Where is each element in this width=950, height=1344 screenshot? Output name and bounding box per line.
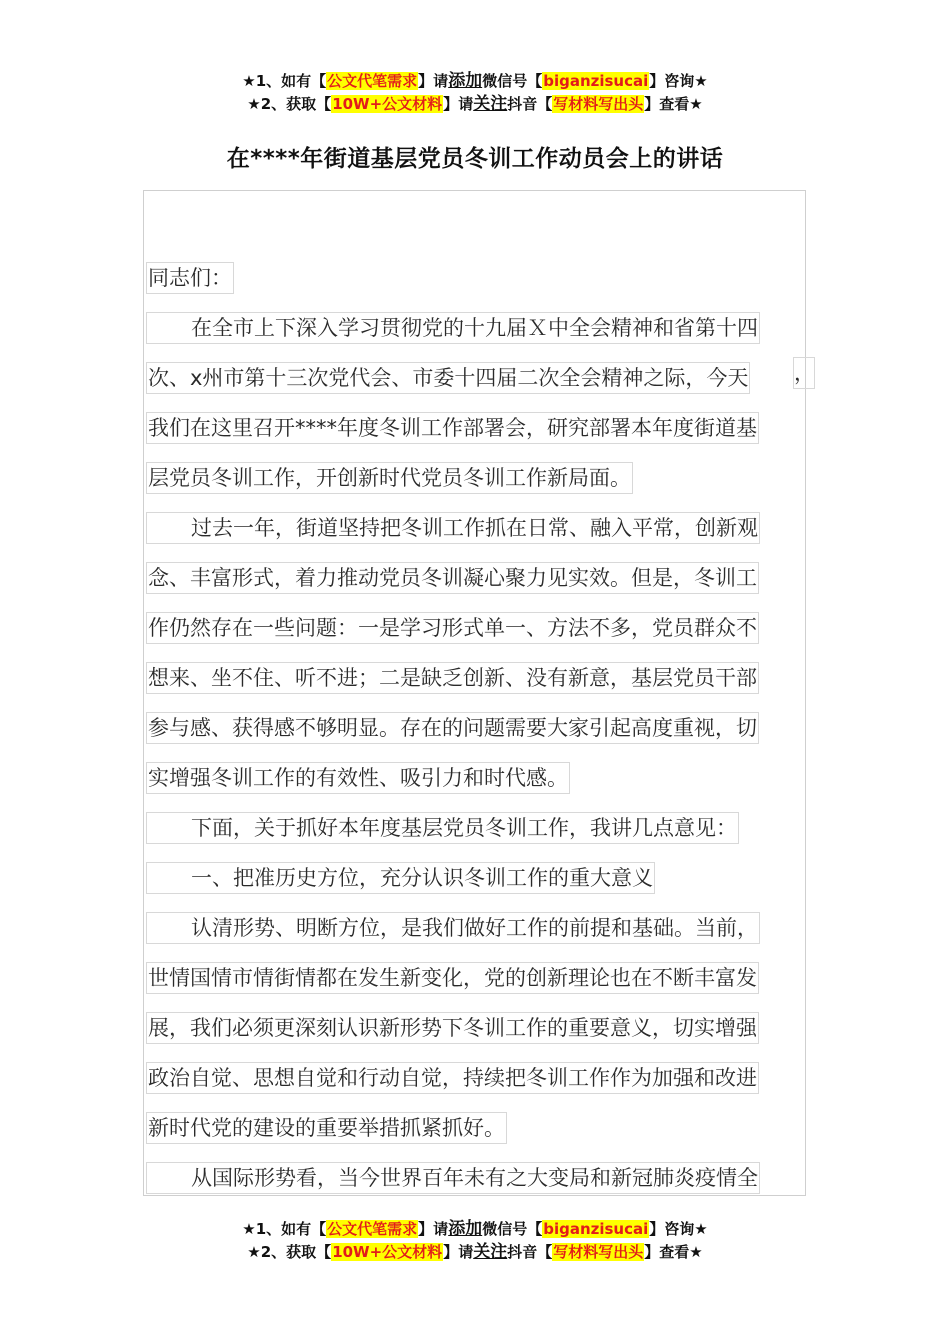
wechat-id-highlight: biganzisucai — [543, 1220, 649, 1238]
text-line — [146, 1003, 806, 1053]
douyin-id-highlight: 写材料写出头 — [553, 95, 644, 113]
text-line — [146, 1153, 806, 1196]
text-line-content: 从国际形势看，当今世界百年未有之大变局和新冠肺炎疫情全 — [146, 1162, 760, 1194]
text-line-content: 同志们： — [146, 262, 234, 294]
text-line-content: 过去一年，街道坚持把冬训工作抓在日常、融入平常，创新观 — [146, 512, 760, 544]
text-line-content: 下面，关于抓好本年度基层党员冬训工作，我讲几点意见： — [146, 812, 739, 844]
text-line — [146, 403, 806, 453]
text-line-content: 次、x州市第十三次党代会、市委十四届二次全会精神之际，今天 — [146, 362, 750, 394]
text-line — [146, 1103, 806, 1153]
text-line-content: 想来、坐不住、听不进；二是缺乏创新、没有新意，基层党员干部 — [146, 662, 759, 694]
text-line-content: 世情国情市情街情都在发生新变化，党的创新理论也在不断丰富发 — [146, 962, 759, 994]
bottom-promo-banner — [0, 1218, 950, 1264]
promo-line-2: ★2、获取【10W+公文材料】请关注抖音【写材料写出头】查看★ — [247, 1242, 703, 1262]
text-line-content: 新时代党的建设的重要举措抓紧抓好。 — [146, 1112, 507, 1144]
text-line — [146, 453, 806, 503]
text-line-content: 展，我们必须更深刻认识新形势下冬训工作的重要意义，切实增强 — [146, 1012, 759, 1044]
text-line-content: 一、把准历史方位，充分认识冬训工作的重大意义 — [146, 862, 655, 894]
text-line-content: 政治自觉、思想自觉和行动自觉，持续把冬训工作作为加强和改进 — [146, 1062, 759, 1094]
top-promo-banner — [0, 70, 950, 116]
text-line — [146, 903, 806, 953]
text-line-content: 认清形势、明断方位，是我们做好工作的前提和基础。当前， — [146, 912, 760, 944]
text-line — [146, 503, 806, 553]
document-body-frame — [143, 190, 806, 1196]
promo-highlight: 公文代笔需求 — [327, 72, 418, 90]
text-line — [146, 753, 806, 803]
text-line-content: 作仍然存在一些问题：一是学习形式单一、方法不多，党员群众不 — [146, 612, 759, 644]
text-line-content: 参与感、获得感不够明显。存在的问题需要大家引起高度重视，切 — [146, 712, 759, 744]
text-line — [146, 1053, 806, 1103]
text-line — [146, 603, 806, 653]
douyin-id-highlight: 写材料写出头 — [553, 1243, 644, 1261]
text-line — [146, 253, 806, 303]
trailing-punctuation: ， — [793, 357, 815, 389]
promo-line-2: ★2、获取【10W+公文材料】请关注抖音【写材料写出头】查看★ — [247, 94, 703, 114]
text-line — [146, 703, 806, 753]
text-line-content: 层党员冬训工作，开创新时代党员冬训工作新局面。 — [146, 462, 633, 494]
promo-highlight: 公文代笔需求 — [327, 1220, 418, 1238]
promo-highlight: 10W+公文材料 — [332, 1243, 443, 1261]
text-line — [146, 553, 806, 603]
text-line-content: 我们在这里召开****年度冬训工作部署会，研究部署本年度街道基 — [146, 412, 759, 444]
text-line-content: 在全市上下深入学习贯彻党的十九届Ｘ中全会精神和省第十四 — [146, 312, 760, 344]
document-body — [146, 253, 806, 1196]
text-line — [146, 653, 806, 703]
promo-highlight: 10W+公文材料 — [332, 95, 443, 113]
text-line — [146, 803, 806, 853]
text-line-content: 念、丰富形式，着力推动党员冬训凝心聚力见实效。但是，冬训工 — [146, 562, 759, 594]
text-line — [146, 853, 806, 903]
text-line — [146, 953, 806, 1003]
text-line — [146, 303, 806, 353]
promo-line-1: ★1、如有【公文代笔需求】请添加微信号【biganzisucai】咨询★ — [242, 71, 708, 91]
wechat-id-highlight: biganzisucai — [543, 72, 649, 90]
promo-line-1: ★1、如有【公文代笔需求】请添加微信号【biganzisucai】咨询★ — [242, 1219, 708, 1239]
document-title: 在****年街道基层党员冬训工作动员会上的讲话 — [226, 146, 724, 172]
text-line — [146, 353, 806, 403]
text-line-content: 实增强冬训工作的有效性、吸引力和时代感。 — [146, 762, 570, 794]
